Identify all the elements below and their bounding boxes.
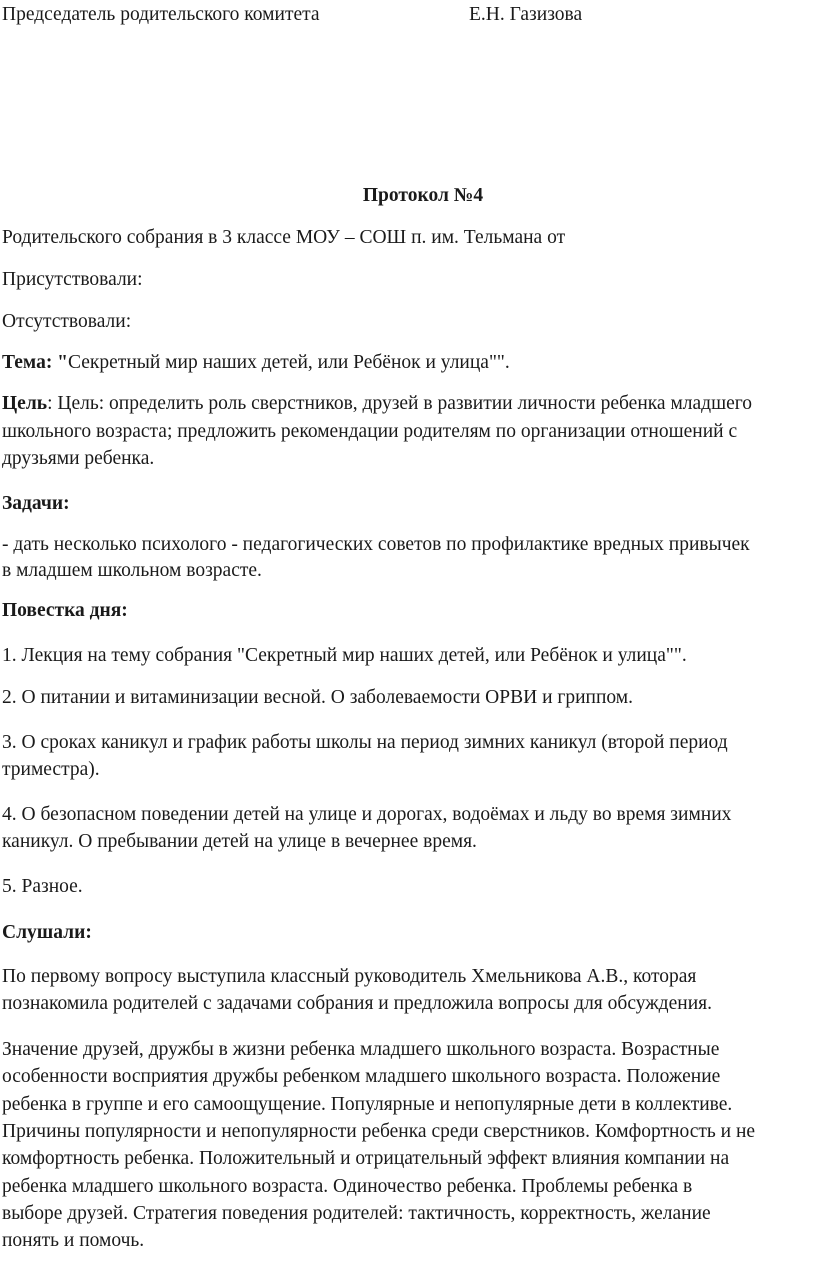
- goal-label: Цель: [2, 393, 48, 414]
- goal-line-1: Цель: Цель: определить роль сверстников, друзей в развитии личности ребенка младшего: [2, 393, 753, 414]
- agenda-item-1: 1. Лекция на тему собрания "Секретный мир наших детей, или Ребёнок и улица"".: [2, 645, 687, 666]
- tasks-heading: Задачи:: [2, 493, 70, 514]
- listened-para2-line-3: ребенка в группе и его самоощущение. Популярные и непопулярные дети в коллективе.: [2, 1094, 733, 1115]
- present-line: Присутствовали:: [2, 269, 143, 290]
- agenda-item-3-line-1: 3. О сроках каникул и график работы школы на период зимних каникул (второй период: [2, 732, 728, 753]
- listened-para2-line-7: выборе друзей. Стратегия поведения родителей: тактичность, корректность, желание: [2, 1203, 711, 1224]
- listened-para1-line-2: познакомила родителей с задачами собрания и предложила вопросы для обсуждения.: [2, 993, 712, 1014]
- listened-para2-line-4: Причины популярности и непопулярности ребенка среди сверстников. Комфортность и не: [2, 1121, 756, 1142]
- listened-para2-line-1: Значение друзей, дружбы в жизни ребенка младшего школьного возраста. Возрастные: [2, 1039, 720, 1060]
- topic-label: Тема: ": [2, 352, 69, 373]
- agenda-item-2: 2. О питании и витаминизации весной. О заболеваемости ОРВИ и гриппом.: [2, 687, 634, 708]
- agenda-item-4-line-2: каникул. О пребывании детей на улице в вечернее время.: [2, 831, 477, 852]
- topic-line: [2, 350, 510, 376]
- goal-line-2: школьного возраста; предложить рекомендации родителям по организации отношений с: [2, 421, 738, 442]
- agenda-item-5: 5. Разное.: [2, 876, 83, 897]
- agenda-item-3-line-2: триместра).: [2, 759, 100, 780]
- listened-para2-line-8: понять и помочь.: [2, 1230, 145, 1251]
- listened-heading: Слушали:: [2, 922, 92, 943]
- listened-para2-line-2: особенности восприятия дружбы ребенком младшего школьного возраста. Положение: [2, 1066, 721, 1087]
- absent-line: Отсутствовали:: [2, 311, 132, 332]
- topic-text: Секретный мир наших детей, или Ребёнок и улица"".: [68, 352, 510, 373]
- listened-para2-line-5: комфортность ребенка. Положительный и отрицательный эффект влияния компании на: [2, 1148, 730, 1169]
- goal-line-3: друзьями ребенка.: [2, 448, 155, 469]
- document-title: Протокол №4: [362, 185, 484, 206]
- agenda-heading: Повестка дня:: [2, 600, 128, 621]
- listened-para1-line-1: По первому вопросу выступила классный руководитель Хмельникова А.В., которая: [2, 966, 697, 987]
- intro-line: Родительского собрания в 3 классе МОУ – СОШ п. им. Тельмана от: [2, 227, 566, 248]
- listened-para2-line-6: ребенка младшего школьного возраста. Одиночество ребенка. Проблемы ребенка в: [2, 1176, 693, 1197]
- tasks-line-1: - дать несколько психолого - педагогических советов по профилактике вредных привычек: [2, 534, 750, 555]
- signature-role: Председатель родительского комитета: [2, 4, 320, 25]
- tasks-line-2: в младшем школьном возрасте.: [2, 560, 262, 581]
- agenda-item-4-line-1: 4. О безопасном поведении детей на улице и дорогах, водоёмах и льду во время зимних: [2, 804, 732, 825]
- signature-name: Е.Н. Газизова: [469, 4, 583, 25]
